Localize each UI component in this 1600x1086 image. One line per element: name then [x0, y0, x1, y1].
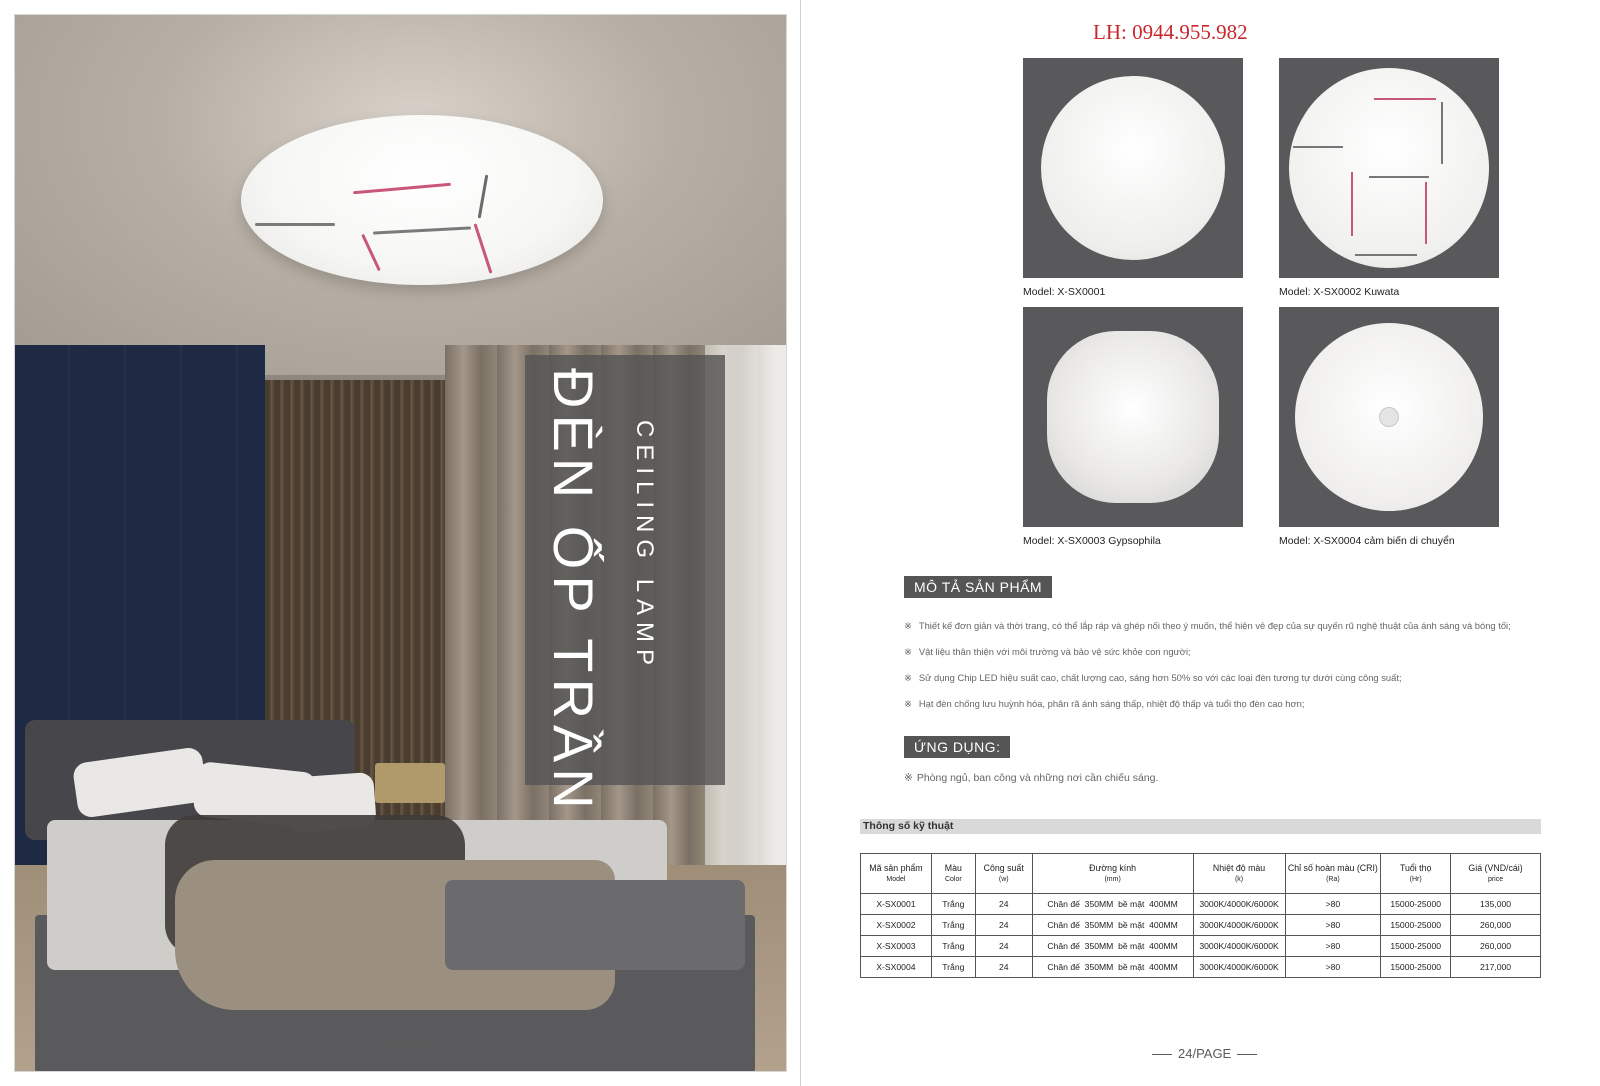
product-caption: Model: X-SX0004 cảm biến di chuyển	[1279, 535, 1455, 547]
table-cell: 24	[975, 894, 1032, 915]
column-header: Mã sản phẩm Model	[861, 854, 932, 894]
description-item: ※ Sử dụng Chip LED hiệu suất cao, chất lượng cao, sáng hơn 50% so với các loại đèn tương tự dưới cùng công suất;	[904, 672, 1554, 684]
table-cell: 15000-25000	[1381, 915, 1451, 936]
table-cell: Trắng	[931, 915, 975, 936]
ceiling-lamp-photo	[241, 115, 603, 285]
table-row	[861, 957, 1541, 978]
product-photo	[1023, 307, 1243, 527]
page-number: 23/PAGE	[355, 1035, 472, 1050]
column-header: Nhiệt độ màu (k)	[1193, 854, 1285, 894]
table-cell: X-SX0004	[861, 957, 932, 978]
motion-sensor-icon	[1379, 407, 1399, 427]
description-list	[904, 620, 1554, 724]
table-cell: >80	[1285, 936, 1381, 957]
table-cell: 15000-25000	[1381, 936, 1451, 957]
application-text: ※ Phòng ngủ, ban công và những nơi cần chiếu sáng.	[904, 772, 1158, 784]
product-card	[1279, 58, 1499, 298]
spec-title: Thông số kỹ thuật	[860, 819, 1541, 834]
product-photo	[1023, 58, 1243, 278]
column-header: Giá (VND/cái) price	[1451, 854, 1541, 894]
table-cell: 24	[975, 957, 1032, 978]
table-cell: Chân đế 350MM bề mặt 400MM	[1032, 957, 1193, 978]
table-row	[861, 936, 1541, 957]
description-heading: MÔ TẢ SẢN PHẨM	[904, 576, 1052, 598]
page-subtitle: CEILING LAMP	[631, 420, 658, 673]
spec-table	[860, 853, 1541, 978]
bench	[445, 880, 745, 970]
contact-phone: LH: 0944.955.982	[1093, 20, 1248, 44]
column-header: Tuổi thọ (Hr)	[1381, 854, 1451, 894]
table-cell: Trắng	[931, 957, 975, 978]
table-cell: 3000K/4000K/6000K	[1193, 894, 1285, 915]
table-cell: Chân đế 350MM bề mặt 400MM	[1032, 936, 1193, 957]
table-cell: Chân đế 350MM bề mặt 400MM	[1032, 894, 1193, 915]
table-cell: X-SX0001	[861, 894, 932, 915]
table-cell: 15000-25000	[1381, 894, 1451, 915]
table-cell: Chân đế 350MM bề mặt 400MM	[1032, 915, 1193, 936]
column-header: Chỉ số hoàn màu (CRI) (Ra)	[1285, 854, 1381, 894]
table-cell: X-SX0002	[861, 915, 932, 936]
description-item: ※ Hạt đèn chống lưu huỳnh hóa, phân rã ánh sáng thấp, nhiệt độ thấp và tuổi thọ đèn cao hơn;	[904, 698, 1554, 710]
column-header: Công suất (w)	[975, 854, 1032, 894]
product-card	[1023, 307, 1243, 547]
table-cell: 3000K/4000K/6000K	[1193, 915, 1285, 936]
product-caption: Model: X-SX0001	[1023, 286, 1106, 298]
table-cell: 24	[975, 936, 1032, 957]
product-card	[1023, 58, 1243, 298]
table-cell: >80	[1285, 915, 1381, 936]
table-row	[861, 894, 1541, 915]
table-cell: Trắng	[931, 936, 975, 957]
product-caption: Model: X-SX0003 Gypsophila	[1023, 535, 1161, 547]
column-header: Màu Color	[931, 854, 975, 894]
nightstand	[375, 763, 445, 803]
table-cell: 15000-25000	[1381, 957, 1451, 978]
product-caption: Model: X-SX0002 Kuwata	[1279, 286, 1400, 298]
table-cell: 3000K/4000K/6000K	[1193, 936, 1285, 957]
table-cell: 3000K/4000K/6000K	[1193, 957, 1285, 978]
table-cell: 260,000	[1451, 936, 1541, 957]
left-page	[14, 14, 787, 1072]
table-row	[861, 915, 1541, 936]
description-item: ※ Thiết kế đơn giản và thời trang, có thể lắp ráp và ghép nối theo ý muốn, thể hiện vẻ đẹp của sự quyến rũ nghệ thuật của ánh sáng và bóng tối;	[904, 620, 1554, 632]
table-cell: >80	[1285, 894, 1381, 915]
page-number: 24/PAGE	[1146, 1046, 1263, 1061]
table-header-row	[861, 854, 1541, 894]
application-heading: ỨNG DỤNG:	[904, 736, 1010, 758]
product-card	[1279, 307, 1499, 547]
table-cell: Trắng	[931, 894, 975, 915]
table-cell: 135,000	[1451, 894, 1541, 915]
table-cell: 217,000	[1451, 957, 1541, 978]
page-divider	[800, 0, 801, 1086]
column-header: Đường kính (mm)	[1032, 854, 1193, 894]
product-photo	[1279, 307, 1499, 527]
product-photo	[1279, 58, 1499, 278]
table-cell: X-SX0003	[861, 936, 932, 957]
page-title: ĐÈN ỐP TRẦN	[542, 368, 605, 815]
table-cell: 260,000	[1451, 915, 1541, 936]
table-cell: 24	[975, 915, 1032, 936]
table-cell: >80	[1285, 957, 1381, 978]
description-item: ※ Vật liệu thân thiện với môi trường và bảo vệ sức khỏe con người;	[904, 646, 1554, 658]
